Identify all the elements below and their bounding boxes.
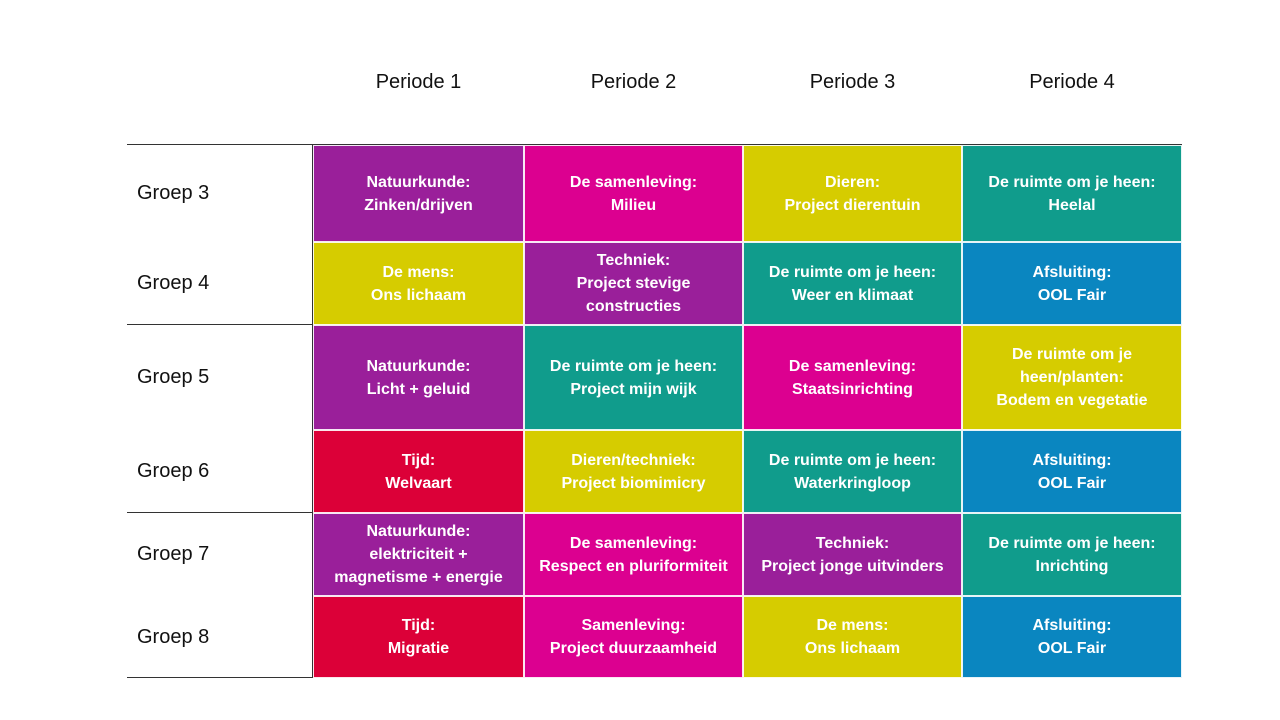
cell-text: De ruimte om je heen: Heelal: [988, 173, 1156, 214]
row-label: Groep 4: [137, 272, 210, 294]
cell-text: De mens: Ons lichaam: [804, 617, 901, 657]
row-label: Groep 6: [137, 460, 210, 482]
cell-text: De ruimte om je heen/planten: Bodem en vegetatie: [996, 346, 1148, 409]
schedule-cell: [313, 513, 524, 596]
schedule-cell: [743, 145, 962, 242]
schedule-cell: [524, 513, 743, 596]
schedule-cell: [743, 242, 962, 325]
cell-text: Samenleving: Project duurzaamheid: [549, 617, 718, 657]
cell-text: Natuurkunde: elektriciteit + magnetisme + energie: [334, 523, 503, 586]
schedule-cell: [962, 145, 1182, 242]
cell-text: De ruimte om je heen: Inrichting: [988, 534, 1156, 575]
schedule-cell: [743, 325, 962, 430]
schedule-cell: [743, 596, 962, 678]
cell-text: De samenleving: Respect en pluriformiteit: [539, 534, 728, 575]
schedule-cell: [962, 430, 1182, 513]
cell-text: Afsluiting: OOL Fair: [1032, 263, 1112, 304]
cell-text: Techniek: Project jonge uitvinders: [761, 534, 944, 575]
schedule-cell: [524, 430, 743, 513]
column-header: Periode 2: [590, 71, 677, 93]
schedule-cell: [524, 145, 743, 242]
cell-text: De mens: Ons lichaam: [370, 263, 467, 304]
cell-text: De ruimte om je heen: Weer en klimaat: [768, 263, 937, 304]
row-label: Groep 3: [137, 182, 210, 204]
cell-text: De ruimte om je heen: Project mijn wijk: [549, 357, 718, 398]
cell-text: Tijd: Welvaart: [385, 451, 452, 492]
cell-text: Dieren: Project dierentuin: [784, 173, 921, 214]
schedule-cell: [743, 430, 962, 513]
row-label: Groep 7: [137, 543, 210, 565]
schedule-cell: [313, 242, 524, 325]
schedule-cell: [962, 242, 1182, 325]
schedule-cell: [962, 596, 1182, 678]
column-header: Periode 3: [809, 71, 896, 93]
schedule-cell: [962, 325, 1182, 430]
cell-text: De samenleving: Staatsinrichting: [788, 357, 917, 398]
schedule-cell: [524, 242, 743, 325]
cell-text: De samenleving: Milieu: [569, 173, 698, 214]
schedule-cell: [313, 145, 524, 242]
cell-text: Techniek: Project stevige constructies: [576, 252, 691, 315]
cell-text: Afsluiting: OOL Fair: [1032, 451, 1112, 492]
cell-text: Tijd: Migratie: [387, 617, 450, 657]
row-label: Groep 5: [137, 366, 210, 388]
column-header: Periode 4: [1029, 71, 1115, 93]
cell-text: Natuurkunde: Licht + geluid: [366, 357, 471, 398]
schedule-cell: [524, 596, 743, 678]
row-label: Groep 8: [137, 625, 210, 648]
column-header: Periode 1: [375, 71, 462, 93]
schedule-cell: [962, 513, 1182, 596]
cell-text: Natuurkunde: Zinken/drijven: [364, 173, 473, 214]
schedule-cell: [743, 513, 962, 596]
schedule-cell: [313, 325, 524, 430]
schedule-cell: [313, 596, 524, 678]
cell-text: Dieren/techniek: Project biomimicry: [561, 451, 706, 492]
schedule-cell: [313, 430, 524, 513]
cell-text: De ruimte om je heen: Waterkringloop: [768, 451, 937, 492]
cell-text: Afsluiting: OOL Fair: [1032, 617, 1112, 657]
schedule-cell: [524, 325, 743, 430]
